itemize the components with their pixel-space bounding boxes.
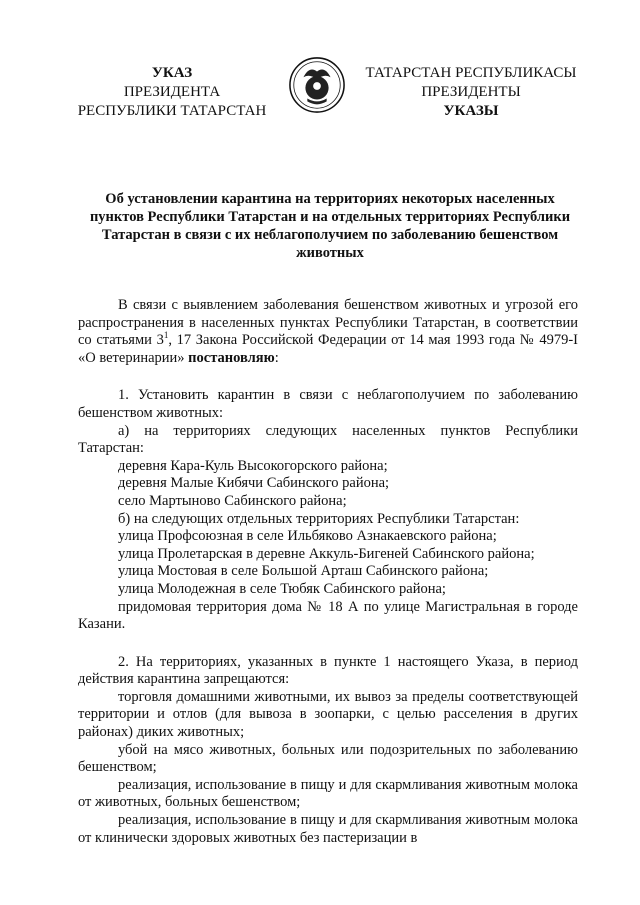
list-item: улица Профсоюзная в селе Ильбяково Азнакаевского района; xyxy=(118,528,497,545)
document-header xyxy=(0,64,640,134)
document-title: Об установлении карантина на территориях некоторых населенных пунктов Республики Татарстан и на отдельных территориях Республики Татарстан в связи с их неблагополучием по заболеванию бешенством животных xyxy=(89,191,571,261)
preamble-text-1: В связи с выявлением заболевания бешенством животных и угрозой его распространения в населенных пунктах Республики Татарстан, в соответствии со статьями 3 xyxy=(78,297,578,349)
list-item: улица Пролетарская в деревне Аккуль-Бигеней Сабинского района; xyxy=(118,545,535,562)
header-left-line2: ПРЕЗИДЕНТА xyxy=(123,84,221,100)
section1-intro: 1. Установить карантин в связи с неблагополучием по заболеванию бешенством животных: xyxy=(78,387,578,421)
section1-b: б) на следующих отдельных территориях Республики Татарстан: xyxy=(118,510,520,527)
preamble-end: : xyxy=(274,349,279,366)
list-item: реализация, использование в пищу и для скармливания животным молока от животных, больных бешенством; xyxy=(78,776,578,811)
list-item: улица Молодежная в селе Тюбяк Сабинского района; xyxy=(118,580,446,597)
header-right-line3: УКАЗЫ xyxy=(443,103,499,119)
list-item: реализация, использование в пищу и для скармливания животным молока от клинически здоровых животных без пастеризации в xyxy=(78,812,578,846)
preamble-bold-verb: постановляю xyxy=(188,349,275,366)
preamble-paragraph xyxy=(78,297,578,367)
coat-of-arms-icon xyxy=(288,56,346,114)
list-item: деревня Малые Кибячи Сабинского района; xyxy=(118,475,390,492)
preamble-superscript: 1 xyxy=(163,330,169,341)
header-left-russian xyxy=(62,64,282,121)
list-item: улица Мостовая в селе Большой Арташ Сабинского района; xyxy=(118,563,489,580)
header-left-line1: УКАЗ xyxy=(151,65,193,81)
list-item: деревня Кара-Куль Высокогорского района; xyxy=(118,457,388,474)
section1-a: а) на территориях следующих населенных пунктов Республики Татарстан: xyxy=(78,422,578,457)
header-right-line1: ТАТАРСТАН РЕСПУБЛИКАСЫ xyxy=(365,65,577,81)
header-right-line2: ПРЕЗИДЕНТЫ xyxy=(421,84,521,100)
list-item: торговля домашними животными, их вывоз за пределы соответствующей территории и отлов (для вывоза в зоопарки, с целью расселения в других районах) диких животных; xyxy=(78,688,578,741)
list-item: село Мартыново Сабинского района; xyxy=(118,492,347,509)
document-body xyxy=(78,297,578,847)
list-item: убой на мясо животных, больных или подозрительных по заболеванию бешенством; xyxy=(78,741,578,776)
preamble-text-2: , 17 Закона Российской Федерации от 14 мая 1993 года № 4979-I «О ветеринарии» xyxy=(78,332,578,366)
header-right-tatar xyxy=(352,64,590,121)
header-left-line3: РЕСПУБЛИКИ ТАТАРСТАН xyxy=(77,103,267,119)
list-item: придомовая территория дома № 18 А по улице Магистральная в городе Казани. xyxy=(78,598,578,633)
section2-intro: 2. На территориях, указанных в пункте 1 настоящего Указа, в период действия карантина запрещаются: xyxy=(78,653,578,688)
